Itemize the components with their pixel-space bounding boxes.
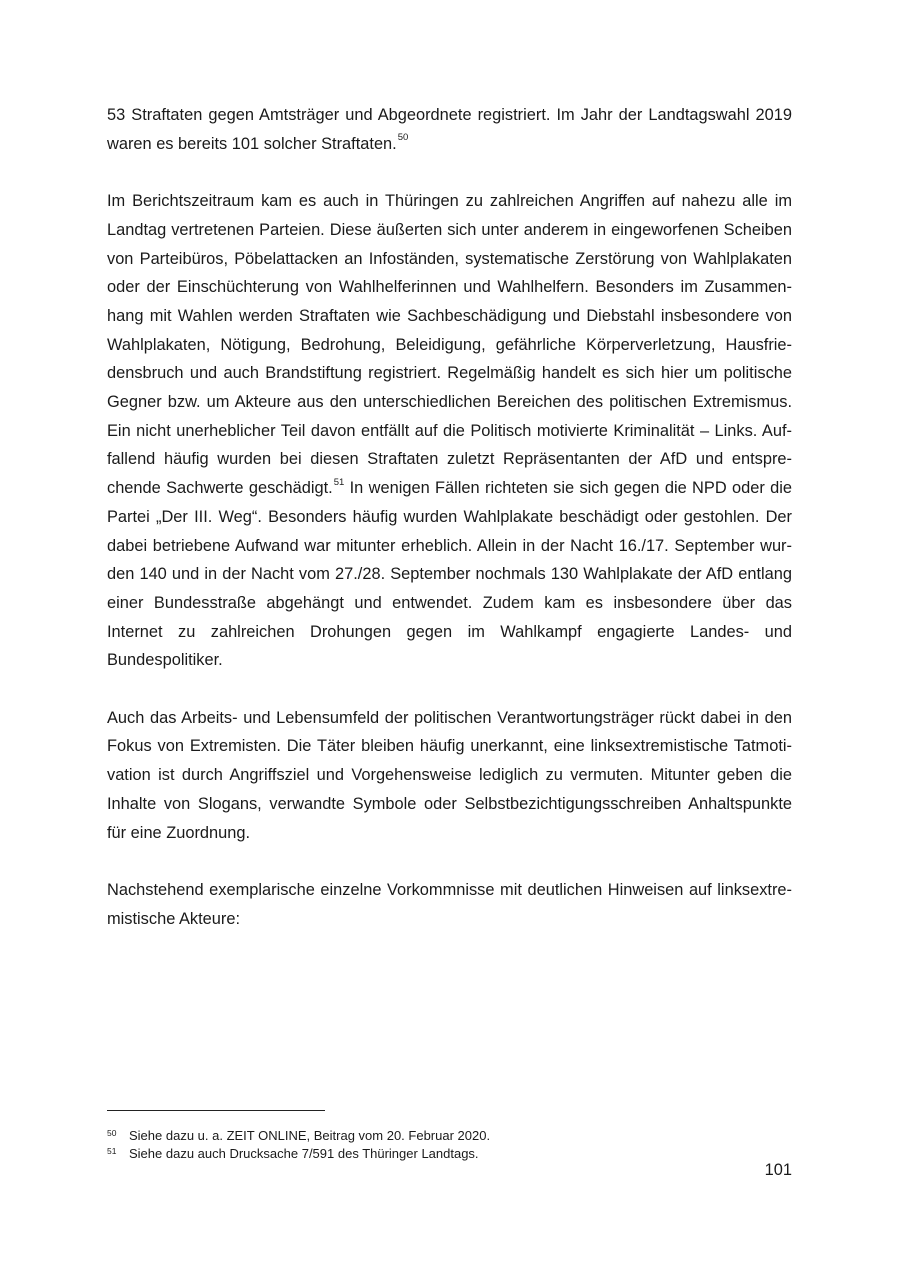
footnote-51 [107,1146,792,1164]
paragraph-1 [107,101,792,158]
footnote-separator [107,1110,325,1111]
paragraph-text-continued: In wenigen Fällen richteten sie sich gegen die NPD oder die Partei „Der III. Weg“. Besonders häufig wurden Wahlplakate beschädigt oder gestohlen. Der dabei betriebene Aufwand war mitunter erheblich. Allein in der Nacht 16./17. September wurden 140 und in der Nacht vom 27./28. September nochmals 130 Wahlplakate der AfD entlang einer Bundesstraße abgehängt und entwendet. Zudem kam es insbesondere über das Internet zu zahlreichen Drohungen gegen im Wahlkampf engagierte Landes- und Bundespolitiker. [107,479,792,670]
paragraph-4 [107,876,792,933]
footnote-text: Siehe dazu auch Drucksache 7/591 des Thüringer Landtags. [129,1145,479,1161]
body-text [107,101,792,933]
paragraph-text: 53 Straftaten gegen Amtsträger und Abgeordnete registriert. Im Jahr der Landtagswahl 2019 waren es bereits 101 solcher Straftaten. [107,106,792,153]
paragraph-text: Nachstehend exemplarische einzelne Vorkommnisse mit deutlichen Hinweisen auf linksextremistische Akteure: [107,880,792,928]
footnotes [107,1128,792,1163]
paragraph-3 [107,704,792,848]
footnote-number: 51 [107,1145,117,1156]
footnote-reference-50[interactable]: 50 [397,132,409,144]
paragraph-text: Auch das Arbeits- und Lebensumfeld der politischen Verantwortungsträger rückt dabei in den Fokus von Extremisten. Die Täter bleiben häufig unerkannt, eine linksextremistische Tatmotivation ist durch Angriffsziel und Vorgehensweise lediglich zu vermuten. Mitunter geben die Inhalte von Slogans, verwandte Symbole oder Selbstbezichtigungsschreiben Anhaltspunkte für eine Zuordnung. [107,708,792,842]
footnote-50 [107,1128,792,1146]
paragraph-2 [107,187,792,675]
footnote-text: Siehe dazu u. a. ZEIT ONLINE, Beitrag vom 20. Februar 2020. [129,1128,491,1143]
footnote-reference-51[interactable]: 51 [333,476,345,488]
footnote-number: 50 [107,1128,117,1138]
paragraph-text: Im Berichtszeitraum kam es auch in Thüringen zu zahlreichen Angriffen auf nahezu alle im Landtag vertretenen Parteien. Diese äußerten sich unter anderem in eingeworfenen Scheiben von Parteibüros, Pöbelattacken an Infoständen, systematische Zerstörung von Wahlplakaten oder der Einschüchterung von Wahlhelferinnen und Wahlhelfern. Besonders im Zusammenhang mit Wahlen werden Straftaten wie Sachbeschädigung und Diebstahl insbesondere von Wahlplakaten, Nötigung, Bedrohung, Beleidigung, gefährliche Körperverletzung, Hausfriedensbruch und auch Brandstiftung registriert. Regelmäßig handelt es sich hier um politische Gegner bzw. um Akteure aus den unterschiedlichen Bereichen des politischen Extremismus. Ein nicht unerheblicher Teil davon entfällt auf die Politisch motivierte Kriminalität – Links. Auffallend häufig wurden bei diesen Straftaten zuletzt Repräsentanten der AfD und entsprechende Sachwerte geschädigt. [107,192,792,498]
page-number: 101 [764,1161,792,1179]
